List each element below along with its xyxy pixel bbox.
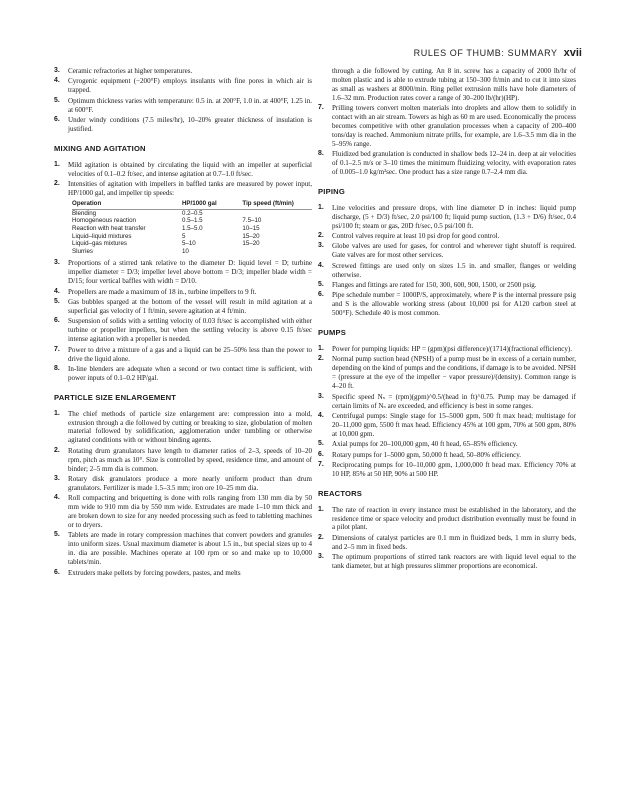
list-item xyxy=(54,365,312,383)
list-item xyxy=(318,345,576,354)
right-column xyxy=(318,67,576,573)
table-header-row xyxy=(72,200,312,210)
item-text: Reciprocating pumps for 10–10,000 gpm, 1,000,000 ft head max. Efficiency 70% at 10 HP, 85% at 50 HP, 90% at 500 HP. xyxy=(332,460,576,478)
table-cell: 5–10 xyxy=(181,240,196,248)
item-text: Pipe schedule number = 1000P/S, approximately, where P is the internal pressure psig and S is the allowable working stress (about 10,000 psi for A120 carbon steel at 500°F). Schedule 40 is most common. xyxy=(332,291,576,318)
item-text: Power to drive a mixture of a gas and a liquid can be 25–50% less than the power to drive the liquid alone. xyxy=(68,345,312,363)
table-cell: 0.5–1.5 xyxy=(181,217,203,225)
item-text: Normal pump suction head (NPSH) of a pump must be in excess of a certain number, depending on the kind of pumps and the conditions, if damage is to be avoided. NPSH = (pressure at the eye of the impeller − vapor pressure)/(density). Common range is 4–20 ft. xyxy=(332,355,576,391)
list-item xyxy=(318,412,576,439)
mixing-heading: MIXING AND AGITATION xyxy=(54,143,146,153)
table-cell: 7.5–10 xyxy=(242,217,262,225)
piping-heading: PIPING xyxy=(318,186,345,196)
list-item xyxy=(54,410,312,446)
list-item xyxy=(318,67,576,103)
item-text: Roll compacting and briquetting is done with rolls ranging from 130 mm dia by 50 mm wide to 910 mm dia by 550 mm wide. Extrudates are made 1–10 mm thick and are broken down to size for any needed processing such as feed to tabletting machines or to dryers. xyxy=(68,494,312,529)
item-text: Dimensions of catalyst particles are 0.1 mm in fluidized beds, 1 mm in slurry beds, and 2–5 mm in fixed beds. xyxy=(332,533,576,551)
page-number: xvii xyxy=(563,47,582,59)
item-number: 4. xyxy=(54,494,60,502)
item-number: 2. xyxy=(54,180,60,188)
item-number: 2. xyxy=(54,446,60,454)
table-cell: Blending xyxy=(72,209,97,217)
item-number: 6. xyxy=(54,317,60,325)
item-text: Mild agitation is obtained by circulating the liquid with an impeller at superficial velocities of 0.1–0.2 ft/sec, and intense agitation at 0.7–1.0 ft/sec. xyxy=(68,160,312,178)
item-text: Tablets are made in rotary compression machines that convert powders and granules into uniform sizes. Usual maximum diameter is about 1.5 in., but special sizes up to 4 in. dia are possible. Machines operate at 100 rpm or so and make up to 10,000 tablets/min. xyxy=(68,531,312,567)
item-text: Rotary disk granulators produce a more nearly uniform product than drum granulators. Fertilizer is made 1.5–3.5 mm; iron ore 10–25 mm dia. xyxy=(68,474,312,492)
list-item xyxy=(54,569,312,578)
item-text: Control valves require at least 10 psi drop for good control. xyxy=(332,232,500,240)
item-text: Flanges and fittings are rated for 150, 300, 600, 900, 1500, or 2500 psig. xyxy=(332,281,537,290)
piping-list xyxy=(318,204,576,318)
list-item xyxy=(54,161,312,179)
reactors-list xyxy=(318,506,576,571)
table-cell: Slurries xyxy=(72,247,93,255)
list-item xyxy=(318,534,576,552)
table-cell: 15–20 xyxy=(242,232,260,240)
list-item xyxy=(54,116,312,134)
item-number: 2. xyxy=(318,232,324,239)
list-item xyxy=(318,553,576,571)
item-number: 1. xyxy=(318,203,324,211)
item-number: 3. xyxy=(318,242,324,250)
item-number: 5. xyxy=(318,281,324,289)
pumps-heading: PUMPS xyxy=(318,328,347,338)
mixing-list-b xyxy=(54,259,312,382)
item-text: Centrifugal pumps: Single stage for 15–5000 gpm, 500 ft max head; multistage for 20–11,000 gpm, 5500 ft max head. Efficiency 45% at 100 gpm, 70% at 500 gpm, 80% at 10,000 gpm. xyxy=(332,411,576,438)
left-column xyxy=(54,67,312,579)
item-text: Intensities of agitation with impellers in baffled tanks are measured by power input, HP/1000 gal, and impeller tip speeds: xyxy=(68,180,312,197)
item-text: The optimum proportions of stirred tank reactors are with liquid level equal to the tank diameter, but at high pressures slimmer proportions are economical. xyxy=(332,553,576,571)
list-item xyxy=(54,180,312,198)
list-item xyxy=(318,232,576,241)
item-text: Screwed fittings are used only on sizes 1.5 in. and smaller, flanges or welding otherwise. xyxy=(332,261,576,279)
item-number: 3. xyxy=(54,259,60,267)
list-item xyxy=(54,97,312,115)
item-text: Proportions of a stirred tank relative to the diameter D: liquid level = D; turbine impeller diameter = D/3; impeller level above bottom = D/3; impeller blade width = D/15; four vertical baffles with width = D/10. xyxy=(68,259,312,286)
table-cell xyxy=(242,248,312,256)
list-item xyxy=(54,346,312,364)
item-number: 1. xyxy=(54,160,60,168)
item-text: In-line blenders are adequate when a second or two contact time is sufficient, with power inputs of 0.1–0.2 HP/gal. xyxy=(68,364,312,382)
item-number: 2. xyxy=(318,355,324,363)
list-item xyxy=(318,104,576,149)
list-item xyxy=(318,393,576,411)
item-number: 1. xyxy=(318,345,324,353)
item-number: 3. xyxy=(54,67,60,74)
table-body xyxy=(72,209,312,255)
list-item xyxy=(54,77,312,95)
list-item xyxy=(54,317,312,344)
item-number: 5. xyxy=(54,298,60,306)
list-item xyxy=(54,259,312,286)
list-item xyxy=(54,447,312,474)
item-text: Rotary pumps for 1–5000 gpm, 50,000 ft head, 50–80% efficiency. xyxy=(332,450,522,459)
item-number: 3. xyxy=(318,392,324,400)
table-row xyxy=(72,217,312,225)
particle-heading: PARTICLE SIZE ENLARGEMENT xyxy=(54,392,177,402)
mixing-list-a xyxy=(54,161,312,198)
list-item xyxy=(54,67,312,76)
list-item xyxy=(318,262,576,280)
list-item xyxy=(318,281,576,290)
item-number: 7. xyxy=(318,104,324,112)
list-item xyxy=(318,150,576,177)
item-number: 3. xyxy=(54,474,60,482)
item-text: Cyrogenic equipment (−200°F) employs insulants with fine pores in which air is trapped. xyxy=(68,77,312,95)
item-text: Gas bubbles sparged at the bottom of the vessel will result in mild agitation at a superficial gas velocity of 1 ft/min, severe agitation at 4 ft/min. xyxy=(68,298,312,315)
table-row xyxy=(72,233,312,241)
item-text: Prilling towers convert molten materials into droplets and allow them to solidify in contact with an air stream. Towers as high as 60 m are used. Economically the process becomes competitive with other granulation processes when a capacity of 200–400 tons/day is reached. Ammonium nitrate prills, for example, are 1.6–3.5 mm dia in the 5–95% range. xyxy=(332,104,576,148)
list-item xyxy=(318,451,576,460)
item-number: 4. xyxy=(318,261,324,269)
list-item xyxy=(318,461,576,479)
item-text: Under windy conditions (7.5 miles/hr), 10–20% greater thickness of insulation is justified. xyxy=(68,116,312,133)
list-item xyxy=(54,494,312,530)
item-number: 4. xyxy=(54,287,60,295)
item-text: Rotating drum granulators have length to diameter ratios of 2–3, speeds of 10–20 rpm, pitch as much as 10°. Size is controlled by speed, residence time, and amount of binder; 2–5 mm dia is common. xyxy=(68,446,312,473)
agitation-table xyxy=(72,200,312,256)
table-cell: 10 xyxy=(181,247,189,255)
table-cell: 10–15 xyxy=(242,225,260,233)
item-number: 3. xyxy=(318,553,324,561)
item-text: Ceramic refractories at higher temperatures. xyxy=(68,67,193,75)
table-cell: 5 xyxy=(181,232,186,240)
list-item xyxy=(54,298,312,316)
running-title: RULES OF THUMB: SUMMARY xyxy=(413,48,558,58)
table-cell: 0.2–0.5 xyxy=(181,209,203,217)
item-number: 5. xyxy=(54,96,60,104)
item-text: Globe valves are used for gases, for control and wherever tight shutoff is required. Gate valves are for most other services. xyxy=(332,242,576,260)
item-number: 4. xyxy=(318,411,324,419)
col-header-tip-speed: Tip speed (ft/min) xyxy=(242,200,312,210)
table-row xyxy=(72,240,312,248)
item-number: 4. xyxy=(54,77,60,85)
item-number: 8. xyxy=(54,364,60,372)
item-number: 5. xyxy=(318,440,324,448)
col-header-power: HP/1000 gal xyxy=(182,200,242,210)
running-header xyxy=(414,47,582,59)
table-cell: Liquid–gas mixtures xyxy=(72,240,128,248)
table-cell: Liquid–liquid mixtures xyxy=(72,232,132,240)
item-text: Suspension of solids with a settling velocity of 0.03 ft/sec is accomplished with either turbine or propeller impellers, but when the settling velocity is above 0.15 ft/sec intense agitation with a propeller is needed. xyxy=(68,317,312,344)
list-item xyxy=(318,242,576,260)
item-number: 8. xyxy=(318,150,324,158)
table-cell: 1.5–5.0 xyxy=(181,225,203,233)
item-text: Line velocities and pressure drops, with line diameter D in inches: liquid pump discharge, (5 + D/3) ft/sec, 2.0 psi/100 ft; liquid pump suction, (1.3 + D/6) ft/sec, 0.4 psi/100 ft; steam or gas, 20D ft/sec, 0.5 psi/100 ft. xyxy=(332,203,576,230)
item-text: Fluidized bed granulation is conducted in shallow beds 12–24 in. deep at air velocities of 0.1–2.5 m/s or 3–10 times the minimum fluidizing velocity, with evaporation rates of 0.005–1.0 kg/m²sec. One product has a size range 0.7–2.4 mm dia. xyxy=(332,150,576,176)
list-item xyxy=(318,506,576,533)
list-item xyxy=(318,204,576,231)
item-text: The chief methods of particle size enlargement are: compression into a mold, extrusion through a die followed by cutting or breaking to size, globulation of molten material followed by solidification, agglomeration under tumbling or otherwise agitated conditions with or without binding agents. xyxy=(68,409,312,445)
particle-list xyxy=(54,410,312,578)
item-text: through a die followed by cutting. An 8 in. screw has a capacity of 2000 lb/hr of molten plastic and is able to extrude tubing at 150–300 ft/min and to cut it into sizes as small as washers at 8000/min. Ring pellet extrusion mills have hole diameters of 1.6–32 mm. Production rates cover a range of 30–200 lb/(hr)(HP). xyxy=(332,67,576,102)
item-text: Optimum thickness varies with temperature: 0.5 in. at 200°F, 1.0 in. at 400°F, 1.25 in. at 600°F. xyxy=(68,96,312,114)
item-number: 1. xyxy=(318,505,324,513)
item-number: 6. xyxy=(318,291,324,299)
intro-list xyxy=(54,67,312,134)
list-item xyxy=(54,531,312,567)
reactors-heading: REACTORS xyxy=(318,488,363,498)
col-header-operation: Operation xyxy=(72,200,182,210)
item-text: Power for pumping liquids: HP = (gpm)(psi difference)/(1714)(fractional efficiency). xyxy=(332,345,573,354)
item-number: 6. xyxy=(318,450,324,458)
item-number: 2. xyxy=(318,533,324,541)
item-text: Extruders make pellets by forcing powders, pastes, and melts xyxy=(68,568,241,577)
continuation-list xyxy=(318,67,576,177)
item-text: Axial pumps for 20–100,000 gpm, 40 ft head, 65–85% efficiency. xyxy=(332,440,518,449)
item-number: 7. xyxy=(318,460,324,468)
item-number: 5. xyxy=(54,531,60,539)
item-number: 6. xyxy=(54,116,60,124)
list-item xyxy=(318,440,576,449)
list-item xyxy=(54,475,312,493)
pumps-list xyxy=(318,345,576,479)
list-item xyxy=(54,288,312,297)
list-item xyxy=(318,291,576,318)
item-number: 1. xyxy=(54,409,60,417)
item-number: 7. xyxy=(54,345,60,353)
table-row xyxy=(72,209,312,217)
table-cell: 15–20 xyxy=(242,240,260,248)
item-text: Specific speed Nₛ = (rpm)(gpm)^0.5/(head in ft)^0.75. Pump may be damaged if certain limits of Nₛ are exceeded, and efficiency is best in some ranges. xyxy=(332,392,576,410)
table-cell: Homogeneous reaction xyxy=(72,217,136,225)
table-row xyxy=(72,248,312,256)
list-item xyxy=(318,355,576,391)
table-cell: Reaction with heat transfer xyxy=(72,225,146,233)
item-text: Propellers are made a maximum of 18 in., turbine impellers to 9 ft. xyxy=(68,287,257,296)
table-row xyxy=(72,225,312,233)
table-cell xyxy=(242,209,312,217)
item-number: 6. xyxy=(54,568,60,576)
item-text: The rate of reaction in every instance must be established in the laboratory, and the residence time or space velocity and product distribution eventually must be found in a pilot plant. xyxy=(332,505,576,532)
